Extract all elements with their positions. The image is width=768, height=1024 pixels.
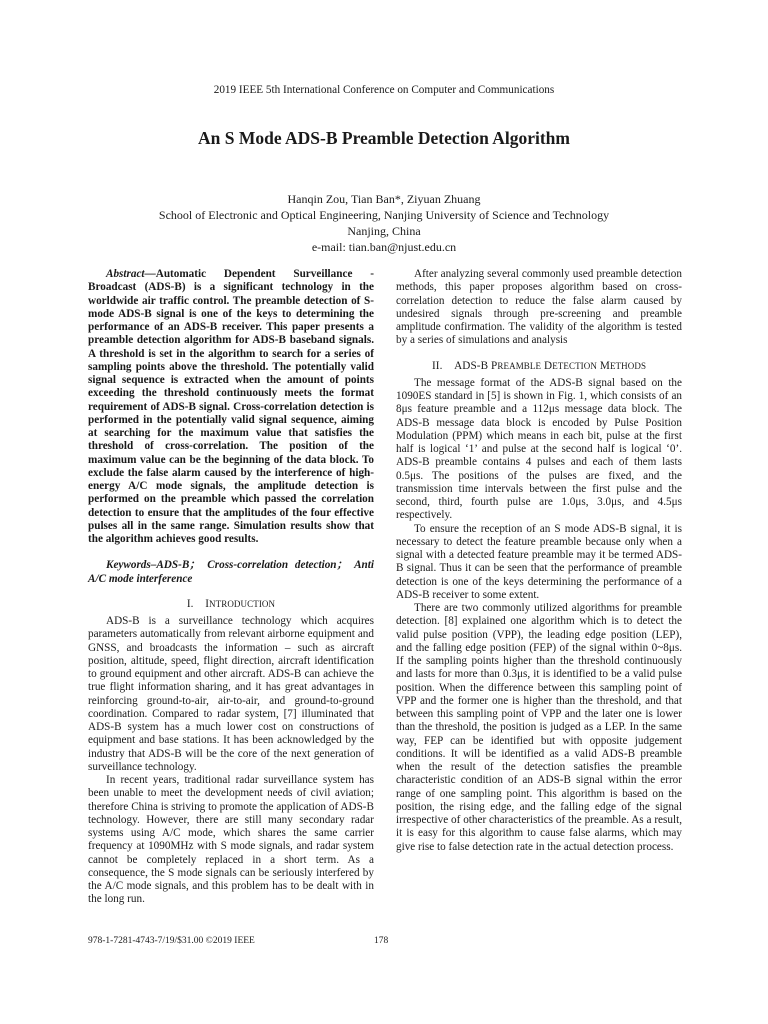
methods-paragraph-2: To ensure the reception of an S mode ADS-B signal, it is necessary to detect the feature preamble because only when a signal with a detected feature preamble may it be termed ADS-B signal. Thus it can be seen that the performance of preamble detection is one of the keys determining the performance of a ADS-B receiver to some extent. <box>396 522 682 601</box>
abstract-text: Automatic Dependent Surveillance - Broadcast (ADS-B) is a significant technology in the worldwide air traffic control. The preamble detection of S-mode ADS-B signal is one of the keys to determining the performance of an ADS-B receiver. This paper presents a preamble detection algorithm for ADS-B baseband signals. A threshold is set in the algorithm to search for a series of sampling points above the threshold. The potentially valid signal sequence is extracted when the amount of points exceeding the threshold continuously meets the format requirement of ADS-B signal. Cross-correlation detection is performed in the potentially valid signal sequence, aiming at searching for the maximum value that satisfies the threshold of cross-correlation. The position of the maximum value can be the beginning of the data block. To exclude the false alarm caused by the interference of high-energy A/C mode signals, the amplitude detection is performed on the preamble which passed the correlation detection to ensure that the amplitudes of the four effective pulses all in the same range. Simulation results show that the algorithm achieves good results. <box>88 268 374 545</box>
intro-paragraph-2: In recent years, traditional radar surveillance system has been unable to meet the development needs of civil aviation; therefore China is striving to promote the application of ADS-B technology. However, there are still many secondary radar systems using A/C mode, which shares the same carrier frequency at 1090MHz with S mode signals, and radar system cannot be completely replaced in a short term. As a consequence, the S mode signals can be seriously interfered by the A/C mode signals, and this problem has to be dealt with in the long run. <box>88 774 374 906</box>
methods-paragraph-1: The message format of the ADS-B signal based on the 1090ES standard in [5] is shown in Fig. 1, which consists of an 8μs feature preamble and a 112μs message data block. The ADS-B message data block is encoded by Pulse Position Modulation (PPM) which means in each bit, pulse at the first half is logical ‘1’ and pulse at the second half is logical ‘0’. ADS-B preamble contains 4 pulses and each of them lasts 0.5μs. The positions of the pulses are fixed, and the transmission time intervals between the first pulse and the second, third, fourth pulse are 1.0μs, 3.0μs, and 4.5μs respectively. <box>396 376 682 522</box>
author-affiliation: School of Electronic and Optical Engineering, Nanjing University of Science and Technology <box>158 208 610 222</box>
right-column <box>396 268 682 854</box>
conference-header: 2019 IEEE 5th International Conference on Computer and Communications <box>213 84 555 96</box>
paper-title: An S Mode ADS-B Preamble Detection Algorithm <box>197 128 570 148</box>
section-heading-methods: II. ADS-B PREAMBLE DETECTION METHODS <box>431 359 647 372</box>
abstract <box>88 268 374 546</box>
methods-paragraph-3: There are two commonly utilized algorithms for preamble detection. [8] explained one algorithm which is to detect the valid pulse position (VPP), the leading edge position (LEP), and the falling edge position (FEP) of the signal within 0~8μs. If the sampling points higher than the threshold continuously and lasts for more than 0.3μs, it is identified to be a valid pulse position. When the difference between this sampling point of VPP and the former one is higher than the threshold, and that between this sampling point of VPP and the later one is lower than the threshold, the position is judged as a LEP. In the same way, FEP can be identified but with opposite judgement conditions. It will be identified as a valid ADS-B preamble when the result of the detection satisfies the preamble characteristic condition of an ADS-B signal within the error range of one sampling point. This algorithm is based on the position, the rising edge, and the falling edge of the signal irrespective of other characteristics of the preamble. As a result, it is easy for this algorithm to cause false alarms, which may give rise to false detection rate in the actual detection process. <box>396 602 682 853</box>
section-heading-introduction: I. INTRODUCTION <box>186 597 276 610</box>
intro-paragraph-1: ADS-B is a surveillance technology which acquires parameters automatically from relevant airborne equipment and GNSS, and broadcasts the information – such as aircraft position, altitude, speed, flight direction, aircraft identification to ground equipment and other aircraft. ADS-B can achieve the true flight information sharing, and it has great advantages in reinforcing ground-to-air, air-to-air, and ground-to-ground coordination. Compared to radar system, [7] illuminated that ADS-B system has a much lower cost on constructions of equipment and base stations. It has been acknowledged by the industry that ADS-B will be the core of the next generation of surveillance technology. <box>88 615 374 773</box>
abstract-dash: — <box>144 268 156 280</box>
author-email: e-mail: tian.ban@njust.edu.cn <box>311 240 457 254</box>
footer-isbn: 978-1-7281-4743-7/19/$31.00 ©2019 IEEE <box>88 936 255 946</box>
page-number: 178 <box>374 936 389 946</box>
intro-paragraph-3: After analyzing several commonly used preamble detection methods, this paper proposes algorithm based on cross-correlation detection to reduce the false alarm caused by undesired signals through pre-screening and preamble amplitude confirmation. The validity of the algorithm is tested by a series of simulations and analysis <box>396 268 682 347</box>
left-column <box>88 268 374 907</box>
author-location: Nanjing, China <box>347 224 421 238</box>
author-block <box>0 191 768 255</box>
abstract-label: Abstract <box>106 268 145 280</box>
author-names: Hanqin Zou, Tian Ban*, Ziyuan Zhuang <box>287 192 481 206</box>
keywords: Keywords–ADS-B； Cross-correlation detection； Anti A/C mode interference <box>88 559 374 585</box>
